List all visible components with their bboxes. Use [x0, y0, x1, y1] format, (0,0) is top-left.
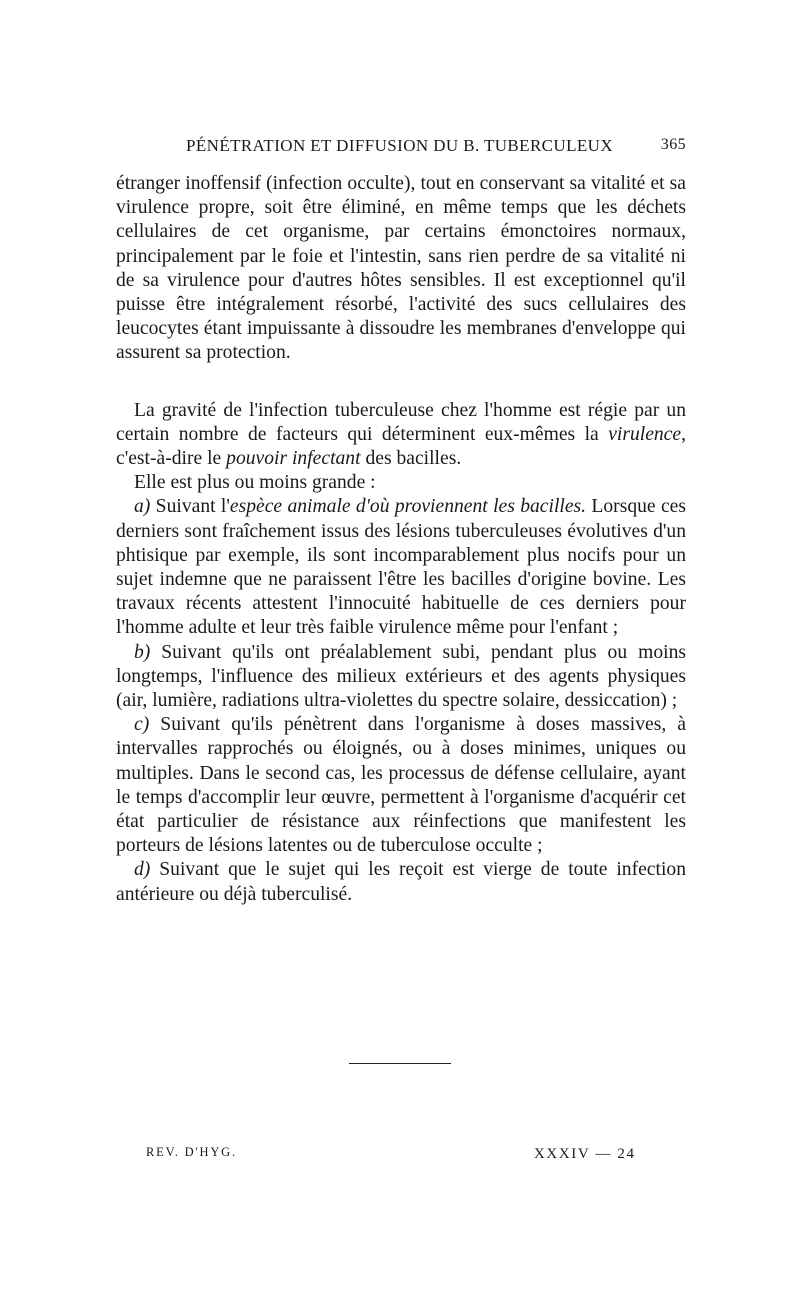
list-label-b: b)	[134, 641, 151, 663]
list-label-a: a)	[134, 496, 151, 518]
body-text	[116, 172, 686, 907]
running-head	[118, 136, 686, 160]
paragraph-continuation: étranger inoffensif (infection occulte), tout en conservant sa vitalité et sa virulence propre, soit être éliminé, en même temps que les déchets cellulaires de cet organisme, par certains émonctoires normaux, principalement par le foie et l'intestin, sans rien perdre de sa vitalité ni de sa virulence pour d'autres hôtes sensibles. Il est exceptionnel qu'il puisse être intégralement résorbé, l'activité des sucs cellulaires des leucocytes étant impuissante à dissoudre les membranes d'enveloppe qui assurent sa protection.	[116, 173, 686, 364]
paragraph-gravity-text-a: La gravité de l'infection tuberculeuse chez l'homme est régie par un certain nombre de facteurs qui déterminent eux-mêmes la	[116, 399, 686, 445]
page-number: 365	[660, 136, 686, 153]
list-label-c: c)	[134, 714, 150, 736]
running-head-title: PÉNÉTRATION ET DIFFUSION DU B. TUBERCULEUX	[186, 136, 614, 155]
term-virulence: virulence	[608, 423, 682, 445]
footer-journal-signature: REV. D'HYG.	[146, 1145, 237, 1159]
paragraph-gravity-text-c: des bacilles.	[360, 448, 462, 470]
footer-volume-signature: XXXIV — 24	[534, 1146, 636, 1162]
list-item-a	[116, 495, 686, 640]
list-item-b	[116, 641, 686, 714]
list-item-a-text-a: Suivant l'	[150, 496, 230, 518]
section-divider	[349, 1063, 451, 1064]
list-item-d-text: Suivant que le sujet qui les reçoit est vierge de toute infection antérieure ou déjà tuberculisé.	[116, 859, 686, 905]
list-item-a-text-b: Lorsque ces derniers sont fraîchement issus des lésions tuberculeuses évolutives d'un phtisique par exemple, ils sont incomparablement plus nocifs pour un sujet indemne que ne paraissent l'être les bacilles d'origine bovine. Les travaux récents attestent l'innocuité habituelle de ces derniers pour l'homme adulte et leur très faible virulence même pour l'enfant ;	[116, 496, 686, 639]
list-item-d	[116, 858, 686, 906]
paragraph-gravity-text-b: , c'est-à-dire le	[116, 423, 686, 470]
paragraph-gravity	[116, 399, 686, 472]
list-item-a-emphasis: espèce animale d'où proviennent les bacilles.	[229, 496, 587, 518]
paragraph-intro-list: Elle est plus ou moins grande :	[134, 472, 376, 494]
list-item-b-text: Suivant qu'ils ont préalablement subi, pendant plus ou moins longtemps, l'influence des milieux extérieurs et des agents physiques (air, lumière, radiations ultra-violettes du spectre solaire, dessiccation) ;	[116, 641, 686, 712]
list-item-c	[116, 713, 686, 858]
list-label-d: d)	[134, 859, 151, 881]
term-pouvoir-infectant: pouvoir infectant	[226, 448, 361, 470]
list-item-c-text: Suivant qu'ils pénètrent dans l'organisme à doses massives, à intervalles rapprochés ou éloignés, ou à doses minimes, uniques ou multiples. Dans le second cas, les processus de défense cellulaire, ayant le temps d'accomplir leur œuvre, permettent à l'organisme d'acquérir cet état particulier de résistance aux réinfections que manifestent les porteurs de lésions latentes ou de tuberculose occulte ;	[116, 714, 686, 857]
